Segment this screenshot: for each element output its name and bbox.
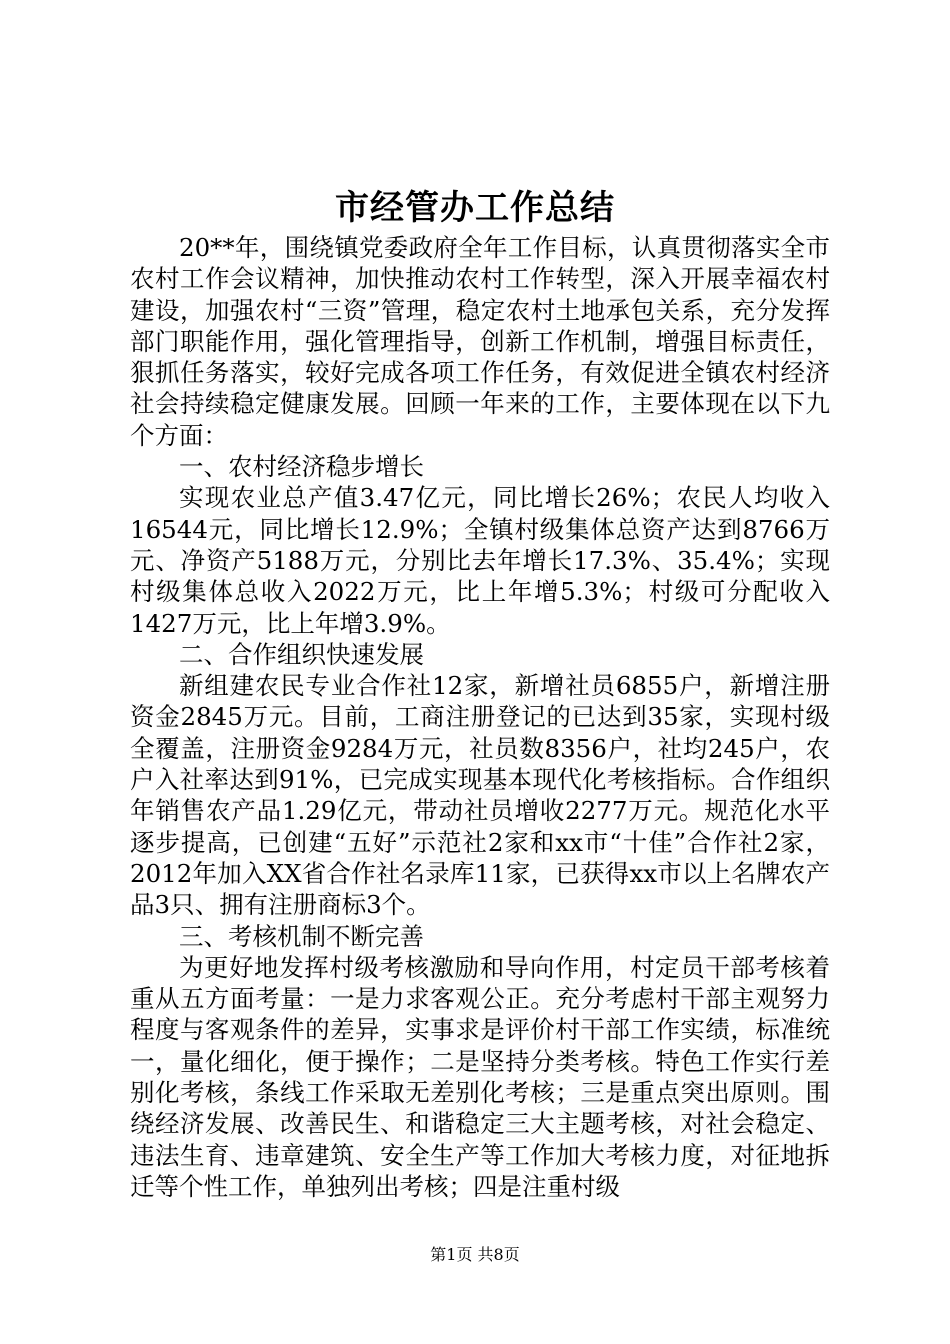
section-paragraph: 实现农业总产值3.47亿元，同比增长26%；农民人均收入16544元，同比增长12.9%；全镇村级集体总资产达到8766万元、净资产5188万元，分别比去年增长17.3%、35.4%；实现村级集体总收入2022万元，比上年增5.3%；村级可分配收入1427万元，比上年增3.9%。 bbox=[130, 483, 830, 638]
section-heading: 二、合作组织快速发展 bbox=[179, 639, 424, 669]
section-paragraph: 新组建农民专业合作社12家，新增社员6855户，新增注册资金2845万元。目前，工商注册登记的已达到35家，实现村级全覆盖，注册资金9284万元，社员数8356户，社均245户，农户入社率达到91%，已完成实现基本现代化考核指标。合作组织年销售农产品1.29亿元，带动社员增收2277万元。规范化水平逐步提高，已创建“五好”示范社2家和xx市“十佳”合作社2家，2012年加入XX省合作社名录库11家，已获得xx市以上名牌农产品3只、拥有注册商标3个。 bbox=[130, 671, 830, 920]
section-heading: 一、农村经济稳步增长 bbox=[179, 452, 424, 482]
document-title: 市经管办工作总结 bbox=[335, 188, 615, 228]
page-footer: 第1页 共8页 bbox=[430, 1245, 520, 1264]
section-paragraph: 为更好地发挥村级考核激励和导向作用，村定员干部考核着重从五方面考量：一是力求客观公正。充分考虑村干部主观努力程度与客观条件的差异，实事求是评价村干部工作实绩，标准统一，量化细化，便于操作；二是坚持分类考核。特色工作实行差别化考核，条线工作采取无差别化考核；三是重点突出原则。围绕经济发展、改善民生、和谐稳定三大主题考核，对社会稳定、违法生育、违章建筑、安全生产等工作加大考核力度，对征地拆迁等个性工作，单独列出考核；四是注重村级 bbox=[130, 952, 830, 1201]
document-body bbox=[130, 232, 830, 1202]
intro-paragraph: 20**年，围绕镇党委政府全年工作目标，认真贯彻落实全市农村工作会议精神，加快推动农村工作转型，深入开展幸福农村建设，加强农村“三资”管理，稳定农村土地承包关系，充分发挥部门职能作用，强化管理指导，创新工作机制，增强目标责任，狠抓任务落实，较好完成各项工作任务，有效促进全镇农村经济社会持续稳定健康发展。回顾一年来的工作，主要体现在以下九个方面： bbox=[130, 233, 830, 450]
section-heading: 三、考核机制不断完善 bbox=[179, 921, 424, 951]
